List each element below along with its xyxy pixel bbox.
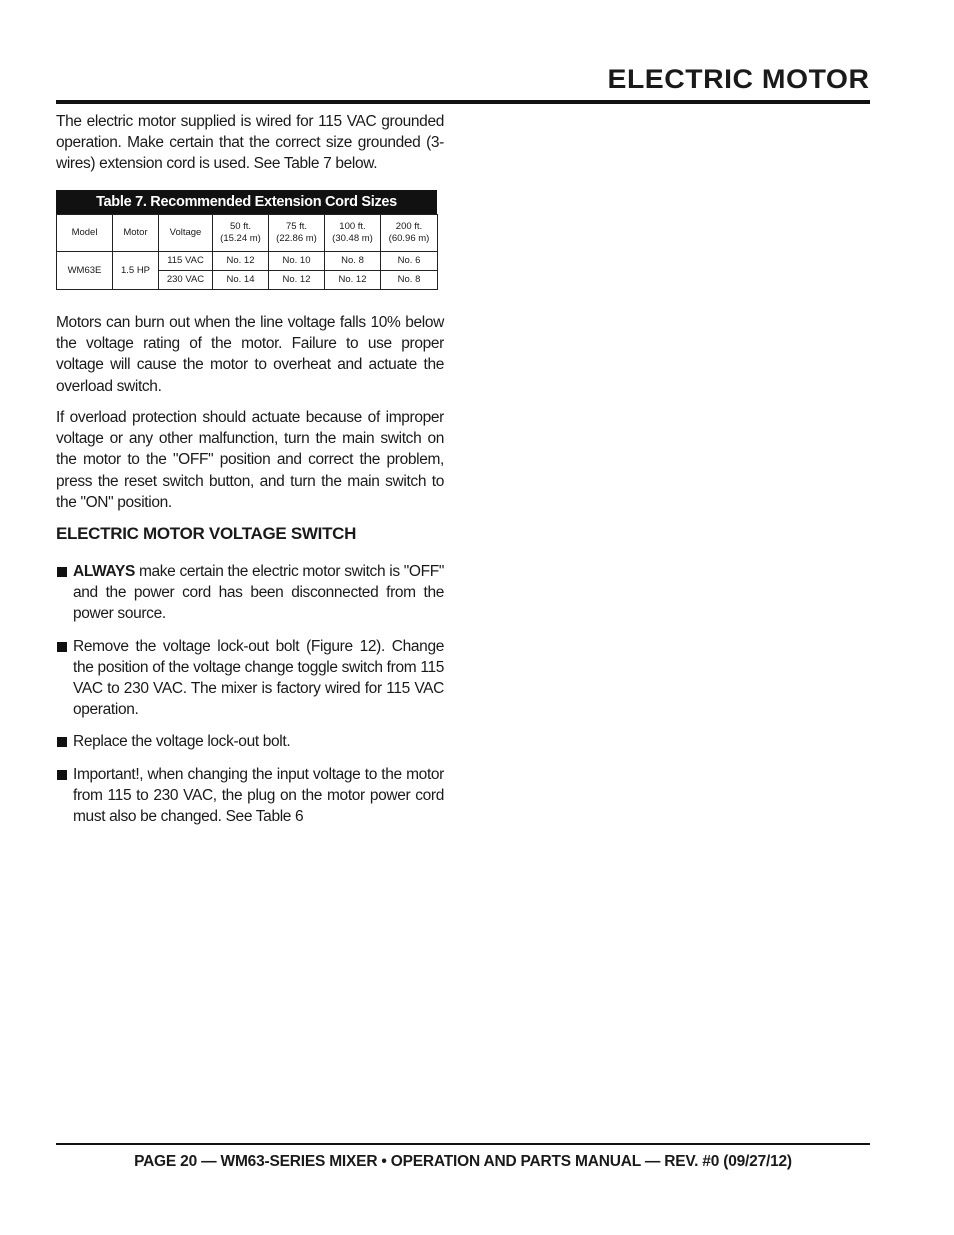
- header-100ft: 100 ft. (30.48 m): [325, 215, 381, 252]
- cell-200ft: No. 6: [381, 252, 438, 271]
- cell-voltage: 230 VAC: [159, 271, 213, 290]
- table-caption: Table 7. Recommended Extension Cord Sizes: [56, 190, 437, 214]
- cell-50ft: No. 12: [213, 252, 269, 271]
- list-item: Remove the voltage lock-out bolt (Figure 12). Change the position of the voltage change toggle switch from 115 VAC to 230 VAC. The mixer is factory wired for 115 VAC operation.: [56, 636, 444, 721]
- header-rule: [56, 100, 870, 104]
- footer-rule: [56, 1143, 870, 1145]
- extension-cord-table: [56, 190, 437, 290]
- table-header-row: [57, 215, 438, 252]
- header-75ft: 75 ft. (22.86 m): [269, 215, 325, 252]
- cell-50ft: No. 14: [213, 271, 269, 290]
- intro-paragraph: The electric motor supplied is wired for 115 VAC grounded operation. Make certain that the correct size grounded (3-wires) extension cord is used. See Table 7 below.: [56, 113, 444, 173]
- square-bullet-icon: [57, 737, 67, 747]
- header-50ft: 50 ft. (15.24 m): [213, 215, 269, 252]
- cell-100ft: No. 12: [325, 271, 381, 290]
- header-200ft: 200 ft. (60.96 m): [381, 215, 438, 252]
- page-title: ELECTRIC MOTOR: [607, 64, 869, 94]
- list-item: ALWAYS make certain the electric motor switch is "OFF" and the power cord has been disconnected from the power source.: [56, 561, 444, 625]
- cell-100ft: No. 8: [325, 252, 381, 271]
- voltage-switch-list: [56, 561, 444, 838]
- square-bullet-icon: [57, 770, 67, 780]
- table-row: [57, 252, 438, 271]
- cell-75ft: No. 12: [269, 271, 325, 290]
- section-title: ELECTRIC MOTOR VOLTAGE SWITCH: [56, 524, 357, 543]
- header-voltage: Voltage: [159, 215, 213, 252]
- header-model: Model: [57, 215, 113, 252]
- list-item: Replace the voltage lock-out bolt.: [56, 731, 444, 752]
- overload-paragraph: If overload protection should actuate because of improper voltage or any other malfunction, turn the main switch on the motor to the "OFF" position and correct the problem, press the reset switch button, and turn the main switch to the "ON" position.: [56, 409, 444, 511]
- header-motor: Motor: [113, 215, 159, 252]
- cell-75ft: No. 10: [269, 252, 325, 271]
- cell-200ft: No. 8: [381, 271, 438, 290]
- page-footer: PAGE 20 — WM63-SERIES MIXER • OPERATION AND PARTS MANUAL — REV. #0 (09/27/12): [134, 1153, 792, 1170]
- cell-motor: 1.5 HP: [113, 252, 159, 290]
- cell-model: WM63E: [57, 252, 113, 290]
- voltage-warning-paragraph: Motors can burn out when the line voltage falls 10% below the voltage rating of the motor. Failure to use proper voltage will cause the motor to overheat and actuate the overload switch.: [56, 314, 444, 395]
- square-bullet-icon: [57, 567, 67, 577]
- cell-voltage: 115 VAC: [159, 252, 213, 271]
- square-bullet-icon: [57, 642, 67, 652]
- cord-size-table: [56, 214, 438, 290]
- list-item: Important!, when changing the input voltage to the motor from 115 to 230 VAC, the plug on the motor power cord must also be changed. See Table 6: [56, 764, 444, 828]
